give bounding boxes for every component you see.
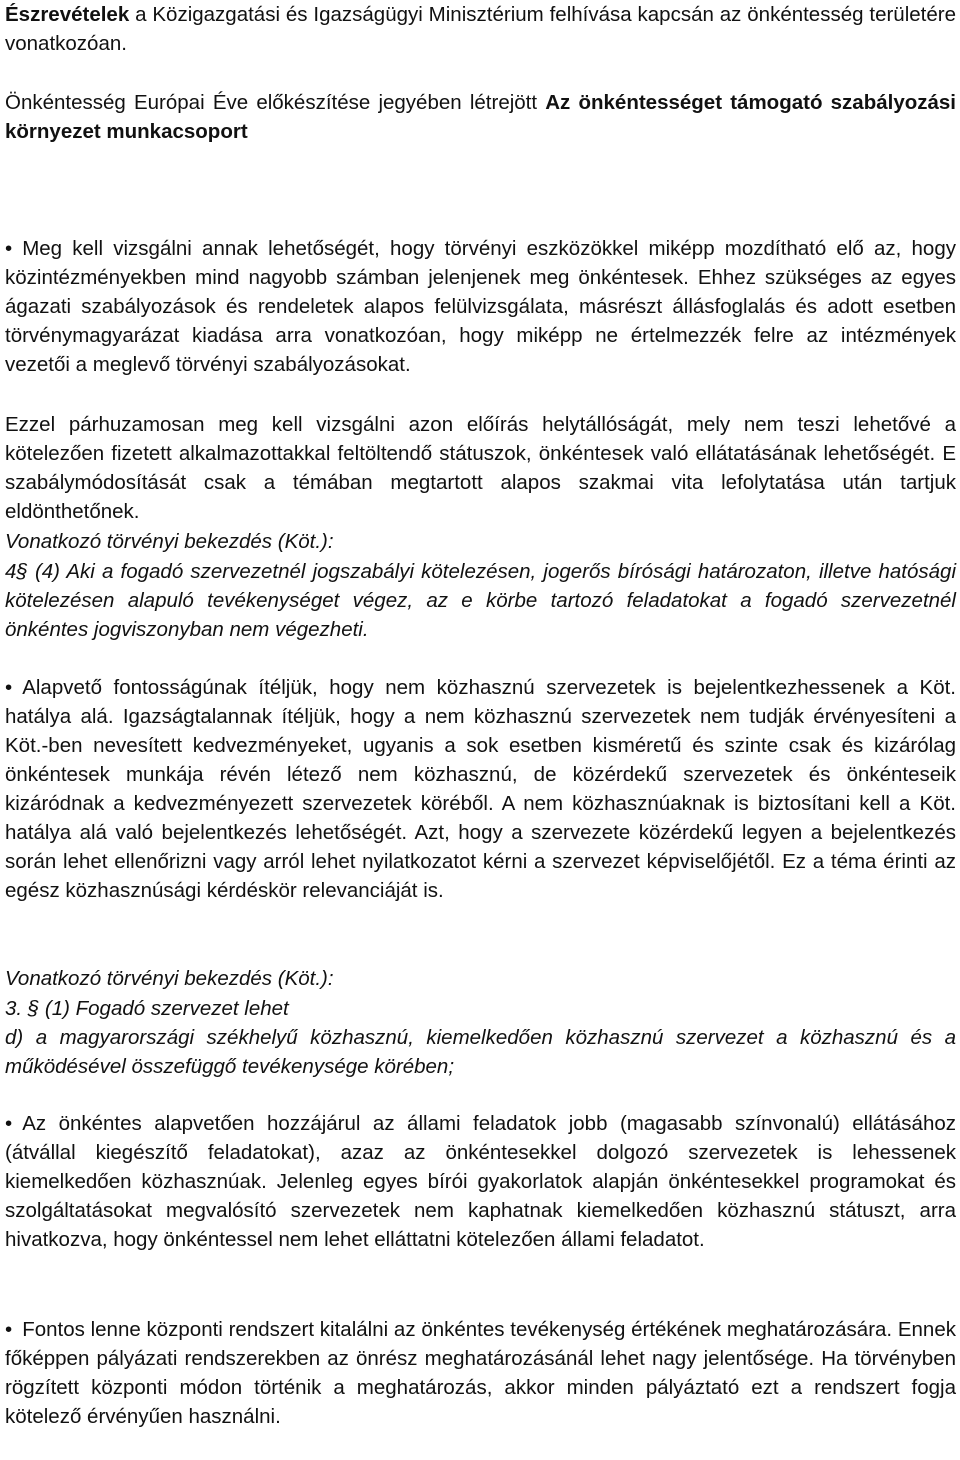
bullet-icon: • [5,1112,13,1135]
section4-text: Fontos lenne központi rendszert kitalálni az önkéntes tevékenység értékének meghatározására. Ennek főképpen pályázati rendszerekben az önrész meghatározásánál lehet nagy jelentősége. Ha törvényben rögzített központi módon történik a meghatározás, akkor minden pályáztató ezt a rendszert fogja kötelező érvényűen használni. [5,1318,956,1428]
workgroup-paragraph [5,88,956,146]
section1-reference-text [5,557,956,644]
reference-line: d) a magyarországi székhelyű közhasznú, kiemelkedően közhasznú szervezet a közhasznú és a működésével összefüggő tevékenysége körében; [5,1026,956,1078]
reference-text: 4§ (4) Aki a fogadó szervezetnél jogszabályi kötelezésen, jogerős bírósági határozaton, illetve hatósági kötelezésen alapuló tevékenységet végez, az e körbe tartozó feladatokat a fogadó szervezetnél önkéntes jogviszonyban nem végezheti. [5,560,956,641]
reference-line: 3. § (1) Fogadó szervezet lehet [5,997,289,1020]
section3-text: Az önkéntes alapvetően hozzájárul az állami feladatok jobb (magasabb színvonalú) ellátásához (átvállal kiegészítő feladatokat), azaz az önkéntesekkel dolgozó szervezetek is lehessenek kiemelkedően közhasznúak. Jelenleg egyes bírói gyakorlatok alapján önkéntesekkel programokat és szolgáltatásokat megvalósító szervezetek nem kaphatnak kiemelkedően közhasznú státuszt, arra hivatkozva, hogy önkéntessel nem lehet elláttatni kötelezően állami feladatot. [5,1112,956,1251]
section2-reference-line2 [5,1023,956,1081]
intro-text: a Közigazgatási és Igazságügyi Minisztérium felhívása kapcsán az önkéntesség területére vonatkozóan. [5,3,956,55]
section1-text1: Meg kell vizsgálni annak lehetőségét, hogy törvényi eszközökkel miképp mozdítható elő az, hogy közintézményekben mind nagyobb számban jelenjenek meg önkéntesek. Ehhez szükséges az egyes ágazati szabályozások és rendeletek alapos felülvizsgálata, másrészt állásfoglalás és adott esetben törvénymagyarázat kiadása arra vonatkozóan, hogy miképp ne értelmezzék felre az intézmények vezetői a meglevő törvényi szabályozásokat. [5,237,956,376]
section1-text2: Ezzel párhuzamosan meg kell vizsgálni azon előírás helytállóságát, mely nem teszi lehetővé a kötelezően fizetett alkalmazottakkal feltöltendő státuszok, önkéntesek való ellátatásának lehetőségét. E szabálymódosítását csak a témában megtartott alapos szakmai vita lefolytatása után tartjuk eldönthetőnek. [5,413,956,523]
bullet-icon: • [5,676,13,699]
workgroup-name: Az önkéntességet támogató szabályozási környezet munkacsoport [5,91,956,143]
intro-title: Észrevételek [5,3,130,26]
section2-reference-line1 [5,994,956,1023]
intro-paragraph [5,0,956,58]
section1-paragraph2 [5,410,956,526]
section3-paragraph [5,1109,956,1254]
section2-reference-label [5,964,956,993]
section2-text: Alapvető fontosságúnak ítéljük, hogy nem közhasznú szervezetek is bejelentkezhessenek a Köt. hatálya alá. Igazságtalannak ítéljük, hogy a nem közhasznú szervezetek nem tudják érvényesíteni a Köt.-ben nevesített kedvezményeket, ugyanis a sok esetben kisméretű és szinte csak és kizárólag önkéntesek munkája révén létező nem közhasznú, de közérdekű szervezetek és önkénteseik kizáródnak a kedvezményezett szervezetek köréből. A nem közhasznúaknak is biztosítani kell a Köt. hatálya alá való bejelentkezés lehetőségét. Azt, hogy a szervezete közérdekű legyen a bejelentkezés során lehet ellenőrizni vagy arról lehet nyilatkozatot kérni a szervezet képviselőjétől. Ez a téma érinti az egész közhasznúsági kérdéskör relevanciáját is. [5,676,956,902]
bullet-icon: • [5,237,13,260]
reference-label: Vonatkozó törvényi bekezdés (Köt.): [5,530,334,553]
section2-paragraph [5,673,956,905]
section4-paragraph [5,1315,956,1431]
reference-label: Vonatkozó törvényi bekezdés (Köt.): [5,967,334,990]
bullet-icon: • [5,1318,13,1341]
section1-reference-label [5,527,956,556]
workgroup-lead: Önkéntesség Európai Éve előkészítése jegyében létrejött [5,91,546,114]
section1-paragraph1 [5,234,956,379]
